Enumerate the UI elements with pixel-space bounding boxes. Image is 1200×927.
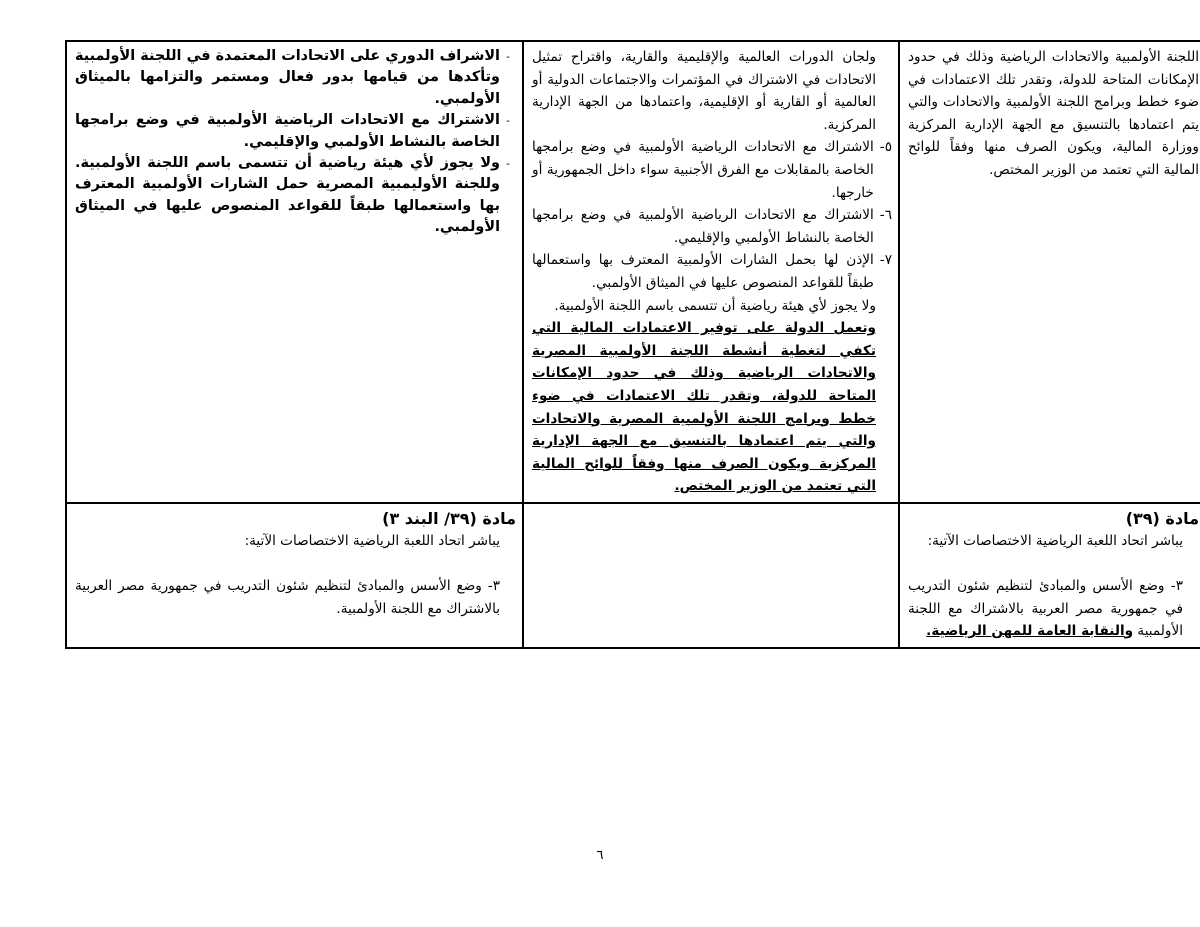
item-text: الاشراف الدوري على الاتحادات المعتمدة في اللجنة الأولمبية وتأكدها من قيامها بدور فعال ومستمر والتزامها بالميثاق الأولمبي. (75, 48, 500, 107)
list-item (75, 153, 516, 239)
list-item (75, 46, 516, 110)
item-connector: و (1124, 623, 1134, 640)
item-text: ٣- وضع الأسس والمبادئ لتنظيم شئون التدريب في جمهورية مصر العربية بالاشتراك مع اللجنة الأولمبية (908, 578, 1183, 640)
item-number: ٥- (879, 139, 892, 156)
cell-original-text (899, 41, 1200, 503)
comparison-table (65, 40, 1200, 649)
item-added-text: النقابة العامة للمهن الرياضية. (926, 623, 1125, 640)
list-item (532, 136, 892, 204)
item-text: الإذن لها بحمل الشارات الأولمبية المعترف بها واستعمالها طبقاً للقواعد المنصوص عليها في الميثاق الأولمبي. (532, 252, 874, 291)
item-number: ٦- (879, 207, 892, 224)
cell-proposed-article (66, 503, 523, 648)
cell-proposed-text (66, 41, 523, 503)
cell-empty (523, 503, 899, 648)
amended-intro: ولجان الدورات العالمية والإقليمية والقارية، واقتراح تمثيل الاتحادات في الاشتراك في المؤتمرات والاجتماعات الدولية أو العالمية أو القارية أو الإقليمية، واعتمادها من الجهة الإدارية المركزية. (532, 49, 876, 133)
article-intro: يباشر اتحاد اللعبة الرياضية الاختصاصات الآتية: (927, 533, 1183, 550)
item-number: ٧- (879, 252, 892, 269)
article-item: ٣- وضع الأسس والمبادئ لتنظيم شئون التدريب في جمهورية مصر العربية بالاشتراك مع اللجنة الأولمبية. (75, 578, 500, 617)
item-text: الاشتراك مع الاتحادات الرياضية الأولمبية في وضع برامجها الخاصة بالنشاط الأولمبي والإقليمي. (532, 207, 874, 246)
item-text: ولا يجوز لأي هيئة رياضية أن تتسمى باسم اللجنة الأولمبية. وللجنة الأوليمبية المصرية حمل الشارات الأولمبية المعترف بها واستعمالها طبقاً للقواعد المنصوص عليها في الميثاق الأولمبي. (75, 155, 500, 236)
cell-original-article (899, 503, 1200, 648)
article-title: مادة (٣٩) (1125, 508, 1199, 528)
table-row (66, 503, 1200, 648)
item-dash: - (506, 114, 510, 128)
item-dash: - (506, 50, 510, 63)
cell-amended-text (523, 41, 899, 503)
list-item (532, 249, 892, 294)
table-row (66, 41, 1200, 503)
item-dash: - (506, 157, 510, 171)
original-paragraph: اللجنة الأولمبية والاتحادات الرياضية وذلك في حدود الإمكانات المتاحة للدولة، وتقدر تلك الاعتمادات في ضوء خطط وبرامج اللجنة الأولمبية والاتحادات والتي يتم اعتمادها بالتنسيق مع الجهة الإدارية المركزية ووزارة المالية، ويكون الصرف منها وفقاً للوائح المالية التي تعتمد من الوزير المختص. (908, 49, 1199, 178)
article-title: مادة (٣٩/ البند ٣) (382, 508, 516, 528)
item-text: الاشتراك مع الاتحادات الرياضية الأولمبية في وضع برامجها الخاصة بالنشاط الأولمبي والإقليمي. (75, 112, 500, 150)
article-item (908, 575, 1199, 643)
list-item (75, 110, 516, 153)
page-number: ٦ (596, 848, 604, 863)
article-intro: يباشر اتحاد اللعبة الرياضية الاختصاصات الآتية: (244, 533, 500, 550)
spacer (908, 553, 1199, 575)
amended-note: ولا يجوز لأي هيئة رياضية أن تتسمى باسم اللجنة الأولمبية. (554, 297, 876, 314)
amended-added-paragraph: وتعمل الدولة على توفير الاعتمادات المالية التي تكفي لتغطية أنشطة اللجنة الأولمبية المصرية والاتحادات الرياضية وذلك في حدود الإمكانات المتاحة للدولة، وتقدر تلك الاعتمادات في ضوء خطط وبرامج اللجنة الأولمبية المصرية والاتحادات والتي يتم اعتمادها بالتنسيق مع الجهة الإدارية المركزية ويكون الصرف منها وفقاً للوائح المالية التي تعتمد من الوزير المختص. (532, 320, 876, 495)
spacer (75, 553, 516, 575)
item-text: الاشتراك مع الاتحادات الرياضية الأولمبية في وضع برامجها الخاصة بالمقابلات مع الفرق الأجنبية سواء داخل الجمهورية أو خارجها. (532, 139, 874, 201)
list-item (532, 204, 892, 249)
